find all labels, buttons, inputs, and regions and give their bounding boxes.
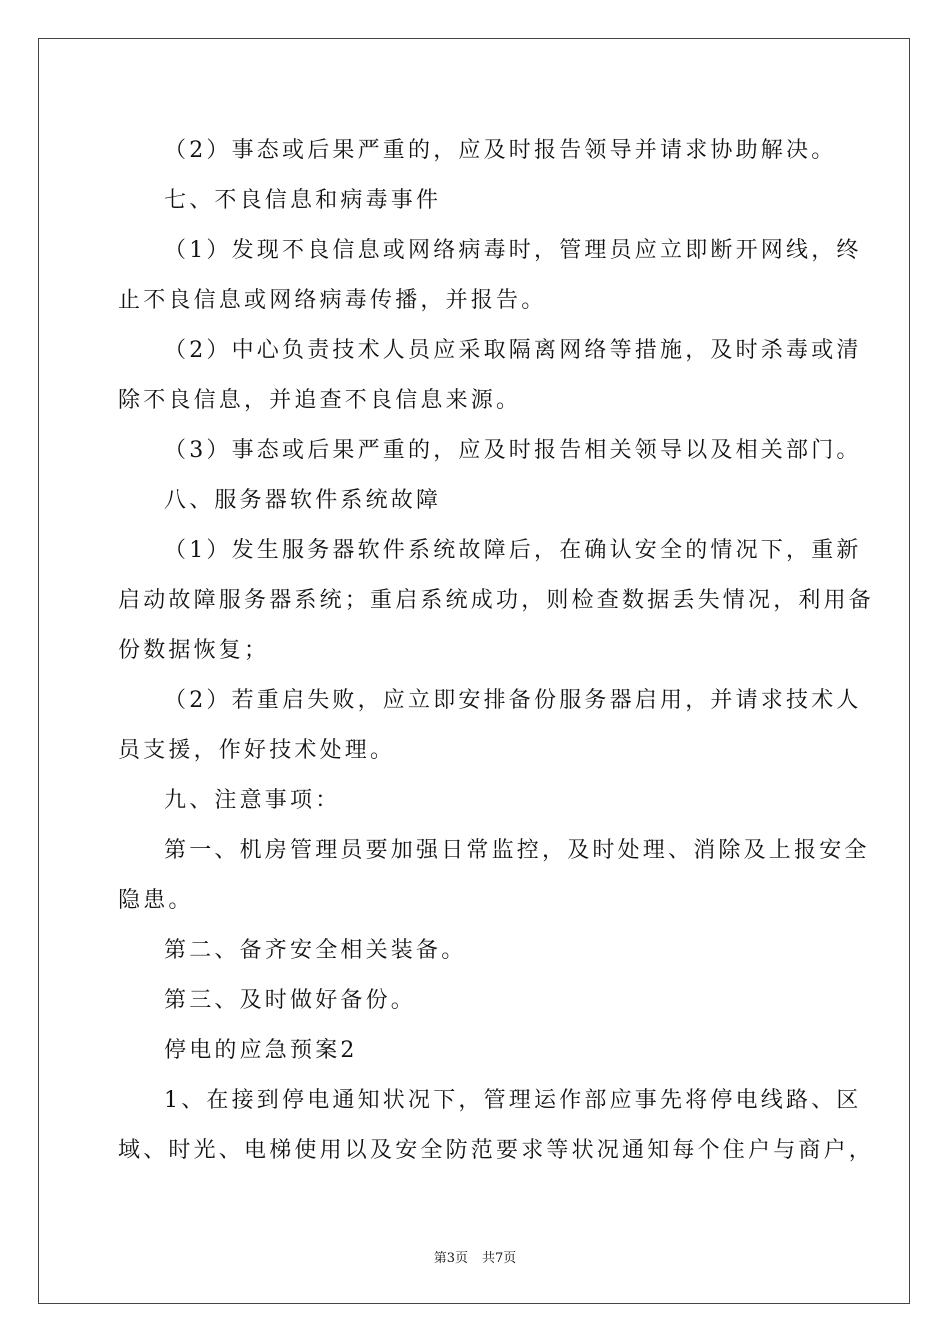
page-footer — [0, 1247, 950, 1266]
document-title-2: 停电的应急预案2 — [164, 1038, 358, 1063]
page-number: 第3页 — [433, 1251, 468, 1266]
paragraph-line: 除不良信息，并追查不良信息来源。 — [118, 388, 522, 413]
paragraph-line: 止不良信息或网络病毒传播，并报告。 — [118, 288, 547, 313]
paragraph-line: 第三、及时做好备份。 — [164, 988, 417, 1013]
paragraph-line: 第一、机房管理员要加强日常监控，及时处理、消除及上报安全 — [164, 838, 870, 863]
paragraph-line: 1、在接到停电通知状况下，管理运作部应事先将停电线路、区 — [164, 1088, 862, 1113]
paragraph-line: 隐患。 — [118, 888, 194, 913]
paragraph-line: （3）事态或后果严重的，应及时报告相关领导以及相关部门。 — [164, 438, 862, 463]
paragraph-line: 份数据恢复； — [118, 638, 270, 663]
paragraph-line: （1）发生服务器软件系统故障后，在确认安全的情况下，重新 — [164, 538, 862, 563]
paragraph-line: （2）中心负责技术人员应采取隔离网络等措施，及时杀毒或清 — [164, 338, 862, 363]
paragraph-line: 域、时光、电梯使用以及安全防范要求等状况通知每个住户与商户， — [118, 1138, 875, 1163]
paragraph-line: 启动故障服务器系统；重启系统成功，则检查数据丢失情况，利用备 — [118, 588, 875, 613]
section-heading-7: 七、不良信息和病毒事件 — [164, 188, 442, 213]
page-total: 共7页 — [482, 1251, 517, 1266]
section-heading-9: 九、注意事项： — [164, 788, 341, 813]
paragraph-line: 员支援，作好技术处理。 — [118, 738, 396, 763]
section-heading-8: 八、服务器软件系统故障 — [164, 488, 442, 513]
paragraph-line: （1）发现不良信息或网络病毒时，管理员应立即断开网线，终 — [164, 238, 862, 263]
paragraph-line: （2）若重启失败，应立即安排备份服务器启用，并请求技术人 — [164, 688, 862, 713]
paragraph-line: 第二、备齐安全相关装备。 — [164, 938, 467, 963]
paragraph-line: （2）事态或后果严重的，应及时报告领导并请求协助解决。 — [164, 138, 837, 163]
